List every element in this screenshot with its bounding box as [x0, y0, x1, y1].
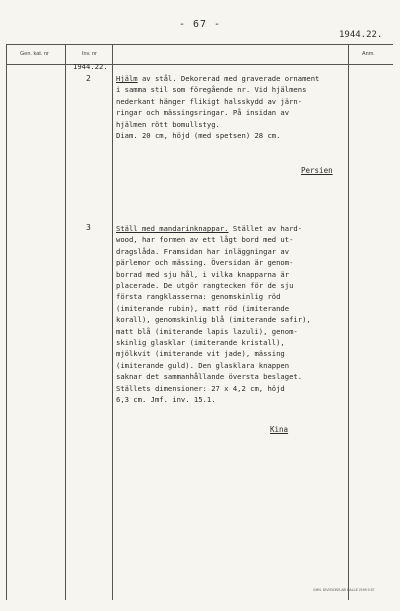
column-rule-2 [112, 44, 113, 600]
column-rule-1 [65, 44, 66, 600]
entry-text: Hjälm av stål. Dekorerad med graverade ornament i samma stil som föregående nr. Vid hjälmens nederkant hänger flikigt halsskydd av järn- ringar och mässingsringar. På insidan av hjälmen rött bomullstyg. Diam. 20 cm, höjd (med spetsen) 28 cm. [116, 74, 320, 141]
table-left-rule [6, 44, 7, 600]
entry-country: Kina [270, 425, 289, 434]
page-number: - 67 - [178, 19, 222, 30]
column-header-anm: Anm. [362, 51, 375, 57]
entry-title: Hjälm [116, 74, 138, 83]
entry-text: Ställ med mandarinknappar. Stället av hard- wood, har formen av ett lågt bord med ut- dragslåda. Framsidan har inläggningar av pärlemor och mässing. Översidan är genom- borrad med sju hål, i vilka knapparna är placerade. De utgör rangtecken för de sju första rangklasserna: genomskinlig röd (imiterande rubin), matt röd (imiterande korall), genomskinlig blå (imiterande safir), matt blå (imiterande lapis lazuli), genom- skinlig glasklar (imiterande kristall), mjölkvit (imiterande vit jade), mässing (imiterande guld). Den glasklara knappen saknar det sammanhållande översta beslaget. Ställets dimensioner: 27 x 4,2 cm, höjd 6,3 cm. Jmf. inv. 15.1. [116, 224, 311, 405]
footer-print-mark: GHN. DIVISIONS AB HALLE 2199 9 67 [313, 588, 375, 592]
column-header-gen-kat-nr: Gen. kat. nr [20, 51, 49, 57]
entry-number: 3 [86, 223, 91, 232]
header-date: 1944.22. [339, 30, 383, 40]
entry-title: Ställ med mandarinknappar. [116, 224, 229, 233]
column-header-inv-nr: Inv. nr [82, 51, 97, 57]
entry-number: 2 [86, 74, 91, 83]
inv-prefix: 1944.22. [73, 62, 108, 71]
entry-country: Persien [301, 166, 333, 175]
column-rule-3 [348, 44, 349, 600]
